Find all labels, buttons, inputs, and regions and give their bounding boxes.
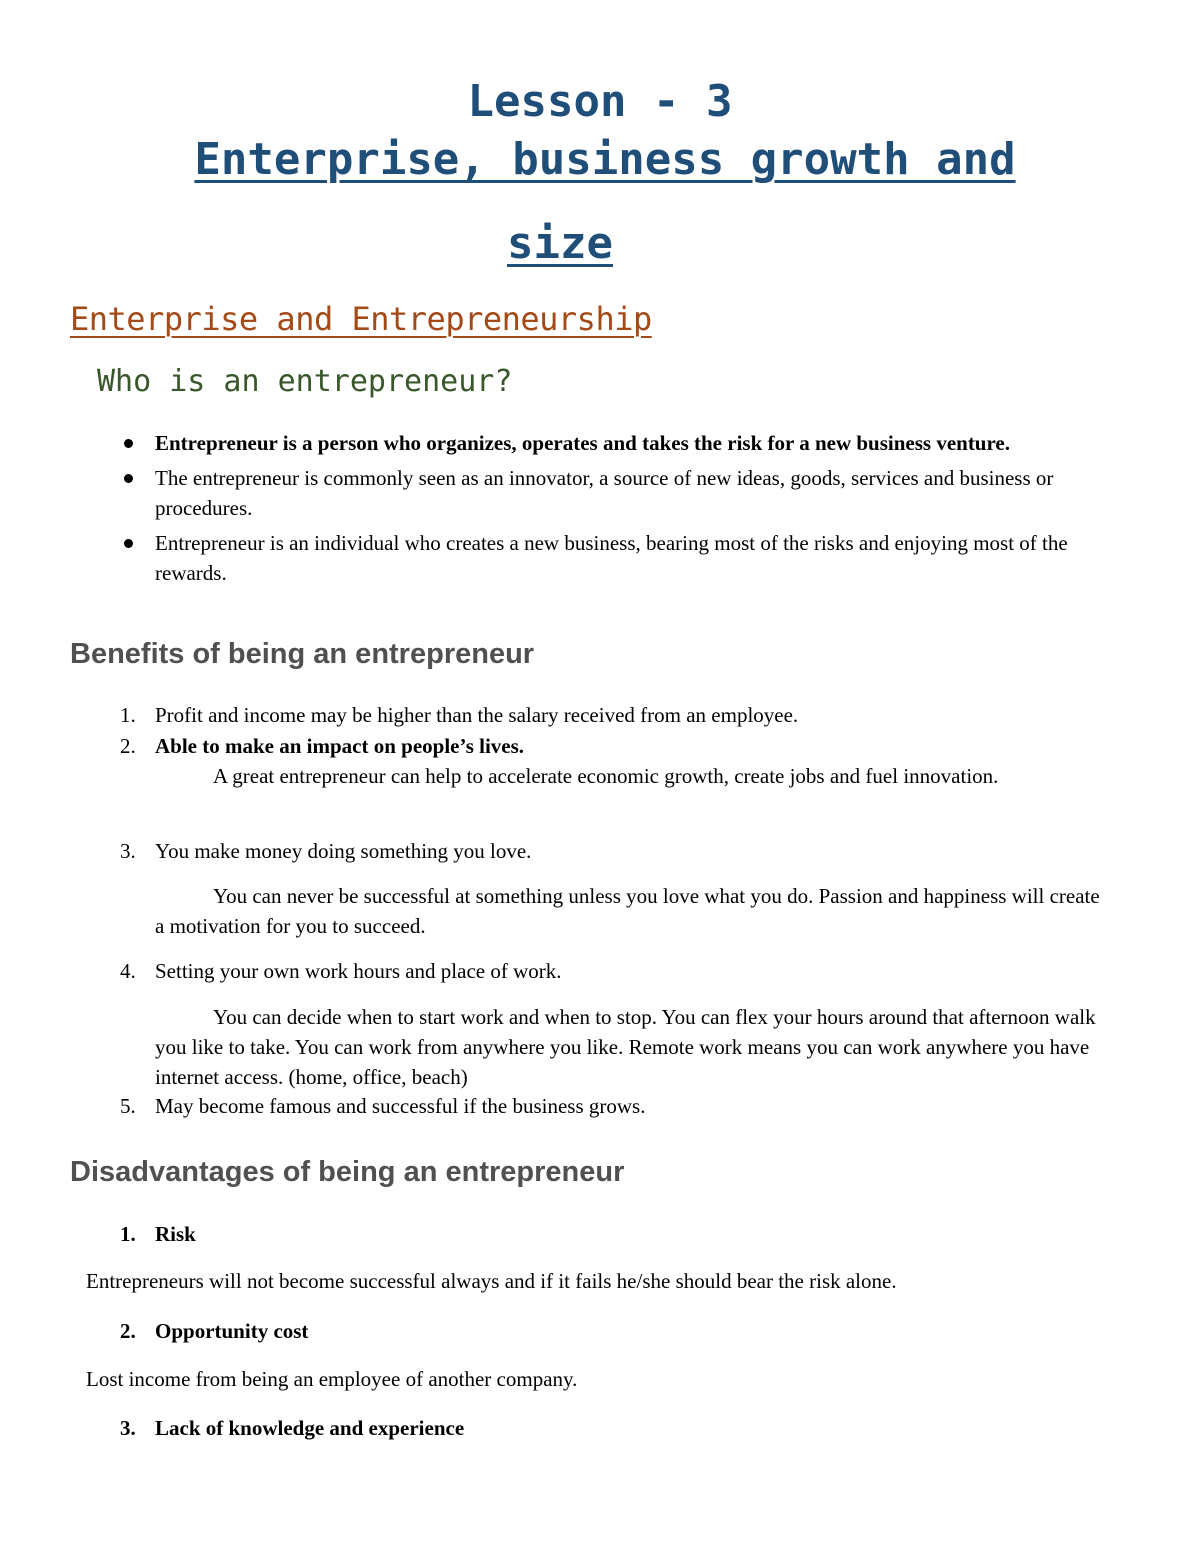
lesson-subtitle-line1: Enterprise, business growth and <box>194 134 1016 185</box>
disadvantage-detail: Entrepreneurs will not become successful always and if it fails he/she should bear the risk alone. <box>86 1269 897 1293</box>
section-heading: Enterprise and Entrepreneurship <box>70 300 652 338</box>
who-bullet-list <box>120 428 1140 593</box>
benefit-detail: You can never be successful at something unless you love what you do. Passion and happiness will create a motivation for you to succeed. <box>155 884 1100 938</box>
benefit-text: Setting your own work hours and place of work. <box>155 959 562 983</box>
bullet-item: Entrepreneur is a person who organizes, operates and takes the risk for a new business venture. <box>120 428 1140 458</box>
who-heading: Who is an entrepreneur? <box>97 364 513 399</box>
benefit-text: Able to make an impact on people’s lives. <box>155 734 525 758</box>
list-number: 1. <box>120 703 136 727</box>
bullet-item: Entrepreneur is an individual who creates a new business, bearing most of the risks and enjoying most of the rewards. <box>120 528 1140 588</box>
list-number: 3. <box>120 1416 136 1440</box>
lesson-subtitle-line2: size <box>507 218 613 269</box>
list-number: 2. <box>120 734 136 758</box>
lesson-title: Lesson - 3 <box>467 76 733 127</box>
disadvantage-detail: Lost income from being an employee of another company. <box>86 1367 578 1391</box>
disadvantages-heading: Disadvantages of being an entrepreneur <box>70 1156 625 1188</box>
list-number: 3. <box>120 839 136 863</box>
list-number: 5. <box>120 1094 136 1118</box>
list-number: 1. <box>120 1222 136 1246</box>
benefits-heading: Benefits of being an entrepreneur <box>70 638 535 670</box>
benefit-detail: A great entrepreneur can help to accelerate economic growth, create jobs and fuel innovation. <box>213 764 999 788</box>
benefit-detail: You can decide when to start work and when to stop. You can flex your hours around that afternoon walk you like to take. You can work from anywhere you like. Remote work means you can work anywhere you have internet access. (home, office, beach) <box>155 1005 1096 1089</box>
list-number: 2. <box>120 1319 136 1343</box>
disadvantage-title: Opportunity cost <box>155 1319 309 1343</box>
disadvantage-title: Lack of knowledge and experience <box>155 1416 465 1440</box>
list-number: 4. <box>120 959 136 983</box>
bullet-item: The entrepreneur is commonly seen as an innovator, a source of new ideas, goods, services and business or procedures. <box>120 463 1140 523</box>
disadvantage-title: Risk <box>155 1222 196 1246</box>
benefit-text: You make money doing something you love. <box>155 839 532 863</box>
benefit-text: May become famous and successful if the business grows. <box>155 1094 646 1118</box>
benefit-text: Profit and income may be higher than the salary received from an employee. <box>155 703 799 727</box>
